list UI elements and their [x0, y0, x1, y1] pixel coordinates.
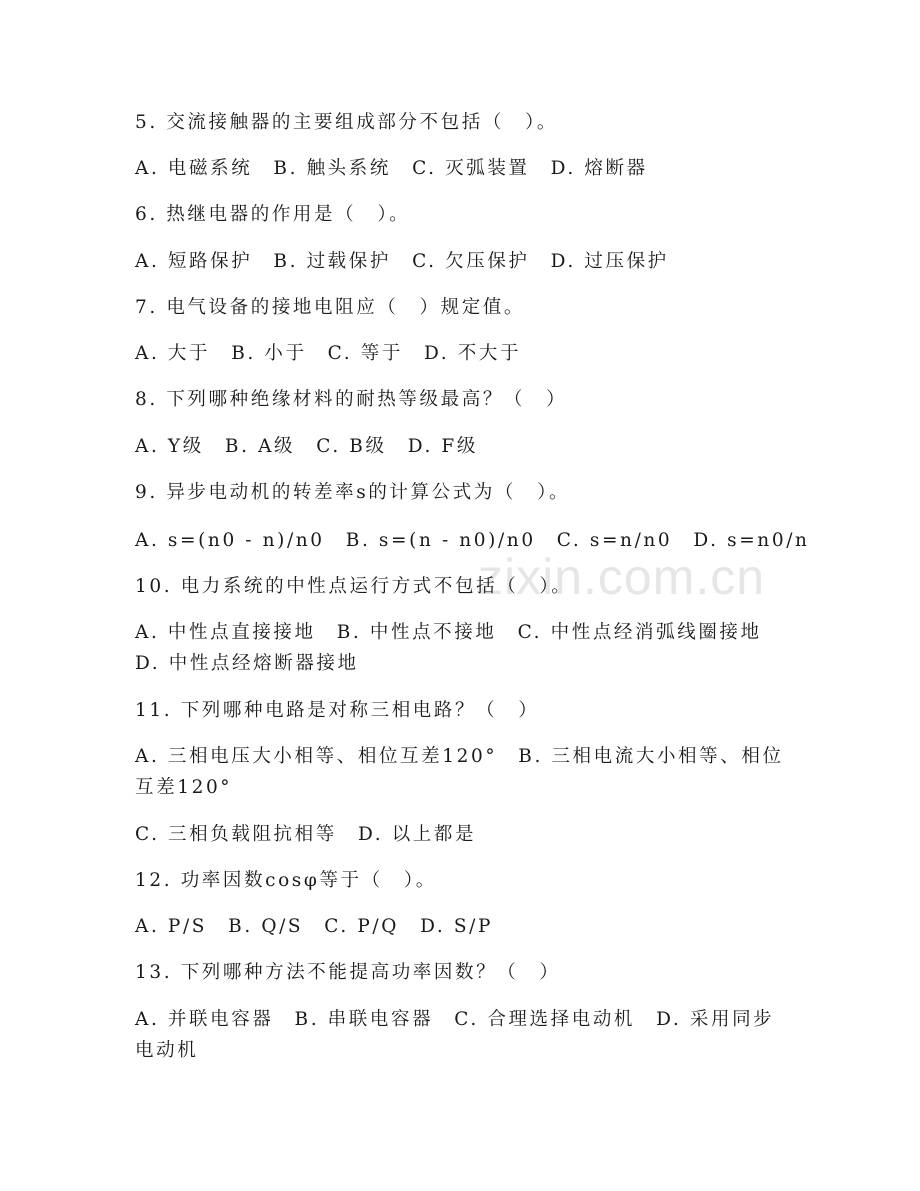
question-8: 8. 下列哪种绝缘材料的耐热等级最高？（ ）: [135, 389, 568, 410]
question-13: 13. 下列哪种方法不能提高功率因数？（ ）: [135, 962, 561, 983]
options-9: A. s=(n0 - n)/n0 B. s=(n - n0)/n0 C. s=n/n0 D. s=n0/n: [135, 530, 810, 551]
question-9: 9. 异步电动机的转差率s的计算公式为（ ）。: [135, 482, 571, 503]
options-11-line2: 互差120°: [135, 777, 233, 798]
question-11: 11. 下列哪种电路是对称三相电路？（ ）: [135, 700, 540, 721]
options-5: A. 电磁系统 B. 触头系统 C. 灭弧装置 D. 熔断器: [135, 158, 648, 179]
question-10: 10. 电力系统的中性点运行方式不包括（ ）。: [135, 576, 573, 597]
options-13-line1: A. 并联电容器 B. 串联电容器 C. 合理选择电动机 D. 采用同步: [135, 1009, 775, 1030]
question-5: 5. 交流接触器的主要组成部分不包括（ ）。: [135, 112, 558, 133]
watermark: zixin.com.cn: [478, 549, 766, 605]
question-6: 6. 热继电器的作用是（ ）。: [135, 204, 411, 225]
options-11-line3: C. 三相负载阻抗相等 D. 以上都是: [135, 824, 477, 845]
options-11-line1: A. 三相电压大小相等、相位互差120° B. 三相电流大小相等、相位: [135, 746, 784, 767]
options-7: A. 大于 B. 小于 C. 等于 D. 不大于: [135, 343, 522, 364]
options-6: A. 短路保护 B. 过载保护 C. 欠压保护 D. 过压保护: [135, 251, 669, 272]
options-8: A. Y级 B. A级 C. B级 D. F级: [135, 436, 478, 457]
question-7: 7. 电气设备的接地电阻应（ ）规定值。: [135, 297, 526, 318]
options-12: A. P/S B. Q/S C. P/Q D. S/P: [135, 916, 493, 937]
question-12: 12. 功率因数cosφ等于（ ）。: [135, 870, 437, 891]
options-13-line2: 电动机: [135, 1040, 199, 1061]
options-10-line1: A. 中性点直接接地 B. 中性点不接地 C. 中性点经消弧线圈接地: [135, 622, 762, 643]
options-10-line2: D. 中性点经熔断器接地: [135, 653, 359, 674]
